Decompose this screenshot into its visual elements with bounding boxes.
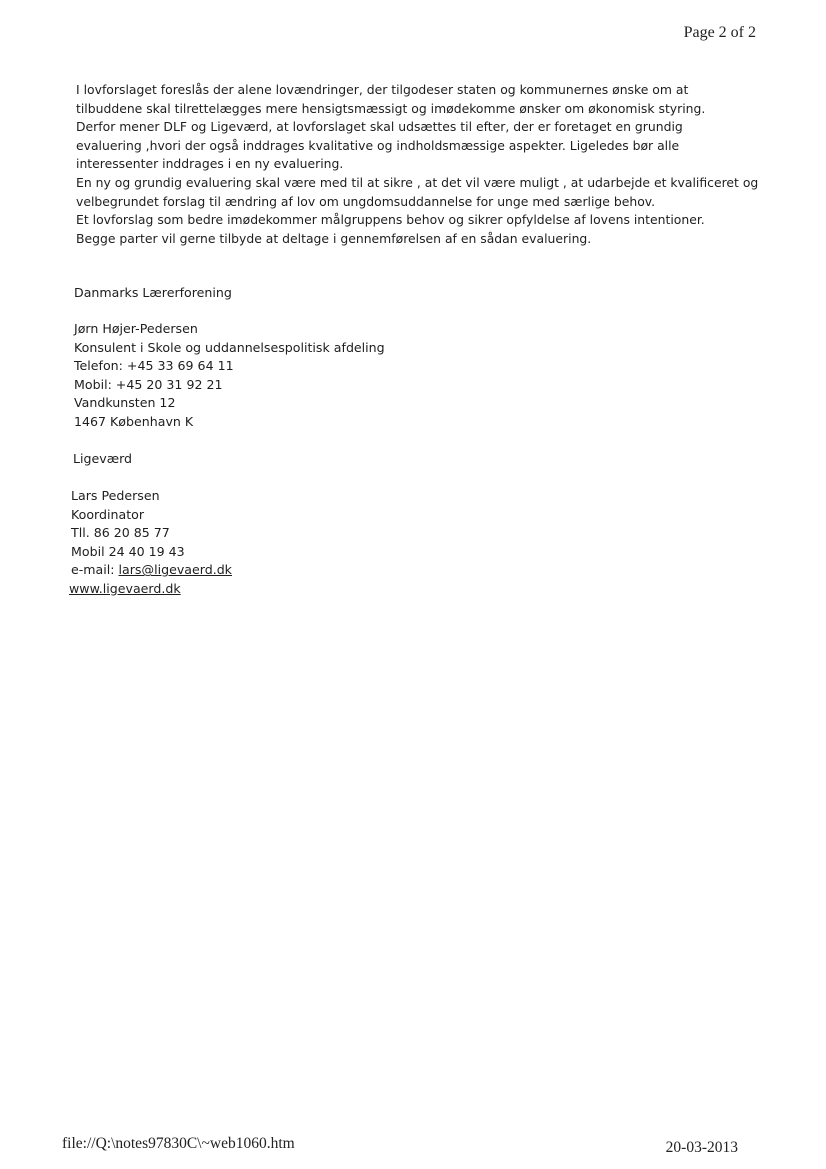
ligevaerd-contact-block — [71, 487, 232, 599]
body-line: Derfor mener DLF og Ligeværd, at lovforslaget skal udsættes til efter, der er foretaget en grundig — [76, 119, 683, 135]
ligevaerd-contact-mobile: Mobil 24 40 19 43 — [71, 543, 185, 559]
dlf-contact-city: 1467 København K — [74, 413, 194, 429]
dlf-organization-name: Danmarks Lærerforening — [74, 285, 232, 300]
body-line: Begge parter vil gerne tilbyde at deltage i gennemførelsen af en sådan evaluering. — [76, 230, 592, 246]
ligevaerd-email-label: e-mail: — [71, 562, 119, 578]
letter-body — [76, 81, 776, 248]
ligevaerd-contact-name: Lars Pedersen — [71, 488, 160, 503]
ligevaerd-contact-title: Koordinator — [71, 506, 145, 522]
dlf-contact-title: Konsulent i Skole og uddannelsespolitisk afdeling — [74, 339, 385, 355]
ligevaerd-email-line — [71, 561, 232, 580]
page-indicator: Page 2 of 2 — [683, 24, 756, 41]
body-line: I lovforslaget foreslås der alene lovændringer, der tilgodeser staten og kommunernes ønske om at — [76, 82, 689, 97]
body-line: velbegrundet forslag til ændring af lov om ungdomsuddannelse for unge med særlige behov. — [76, 193, 656, 209]
dlf-contact-block — [74, 320, 385, 432]
ligevaerd-website-line — [69, 580, 232, 599]
body-line: evaluering ,hvori der også inddrages kvalitative og indholdsmæssige aspekter. Ligeledes bør alle — [76, 137, 680, 153]
dlf-contact-street: Vandkunsten 12 — [74, 395, 176, 411]
body-line: Et lovforslag som bedre imødekommer målgruppens behov og sikrer opfyldelse af lovens intentioner. — [76, 212, 705, 228]
footer-date: 20-03-2013 — [665, 1139, 738, 1156]
ligevaerd-organization-block — [73, 450, 132, 469]
dlf-contact-phone: Telefon: +45 33 69 64 11 — [74, 358, 234, 374]
body-line: interessenter inddrages i en ny evaluering. — [76, 156, 344, 172]
dlf-organization-block — [74, 284, 232, 303]
ligevaerd-organization-name: Ligeværd — [73, 451, 133, 466]
footer-file-path: file://Q:\notes97830C\~web1060.htm — [62, 1135, 295, 1152]
ligevaerd-email-link[interactable]: lars@ligevaerd.dk — [118, 562, 232, 578]
body-line: tilbuddene skal tilrettelægges mere hensigtsmæssigt og imødekomme ønsker om økonomisk styring. — [76, 100, 706, 116]
ligevaerd-website-link[interactable]: www.ligevaerd.dk — [69, 580, 181, 596]
dlf-contact-mobile: Mobil: +45 20 31 92 21 — [74, 376, 223, 392]
dlf-contact-name: Jørn Højer-Pedersen — [74, 321, 198, 336]
ligevaerd-contact-phone: Tll. 86 20 85 77 — [71, 525, 170, 541]
body-line: En ny og grundig evaluering skal være med til at sikre , at det vil være muligt , at udarbejde et kvalificeret og — [76, 174, 759, 190]
